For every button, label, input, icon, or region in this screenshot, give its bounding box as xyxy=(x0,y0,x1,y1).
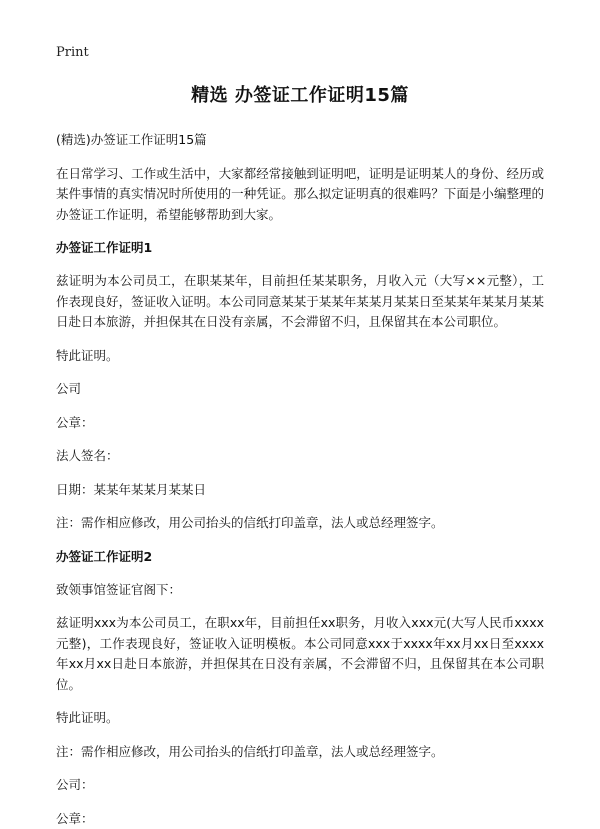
section1-heading: 办签证工作证明1 xyxy=(56,238,544,258)
section1-date: 日期：某某年某某月某某日 xyxy=(56,480,544,501)
section1-body: 兹证明为本公司员工，在职某某年，目前担任某某职务，月收入元（大写××元整），工作表现良好，签证收入证明。本公司同意某某于某某年某某月某某日至某某年某某月某某日赴日本旅游，并担保其在日没有亲属，不会滞留不归，且保留其在本公司职位。 xyxy=(56,271,544,333)
section1-special: 特此证明。 xyxy=(56,346,544,367)
section1-legal-sign: 法人签名： xyxy=(56,446,544,467)
section2-body: 兹证明xxx为本公司员工，在职xx年，目前担任xx职务，月收入xxx元(大写人民币xxxx元整)，工作表现良好，签证收入证明模板。本公司同意xxx于xxxx年xx月xx日至xxxx年xx月xx日赴日本旅游，并担保其在日没有亲属，不会滞留不归，且保留其在本公司职位。 xyxy=(56,613,544,695)
section2-company: 公司： xyxy=(56,775,544,796)
intro-subtitle: (精选)办签证工作证明15篇 xyxy=(56,130,544,151)
intro-paragraph: 在日常学习、工作或生活中，大家都经常接触到证明吧，证明是证明某人的身份、经历或某件事情的真实情况时所使用的一种凭证。那么拟定证明真的很难吗？下面是小编整理的办签证工作证明，希望能够帮助到大家。 xyxy=(56,164,544,226)
section2-special: 特此证明。 xyxy=(56,708,544,729)
page-title: 精选 办签证工作证明15篇 xyxy=(56,84,544,108)
section2-seal: 公章： xyxy=(56,809,544,829)
section2-heading: 办签证工作证明2 xyxy=(56,547,544,567)
section2-greeting: 致领事馆签证官阁下： xyxy=(56,580,544,601)
print-label: Print xyxy=(56,44,544,62)
section2-note: 注：需作相应修改，用公司抬头的信纸打印盖章，法人或总经理签字。 xyxy=(56,742,544,763)
section1-note: 注：需作相应修改，用公司抬头的信纸打印盖章，法人或总经理签字。 xyxy=(56,513,544,534)
section1-seal: 公章： xyxy=(56,413,544,434)
section1-company: 公司 xyxy=(56,379,544,400)
